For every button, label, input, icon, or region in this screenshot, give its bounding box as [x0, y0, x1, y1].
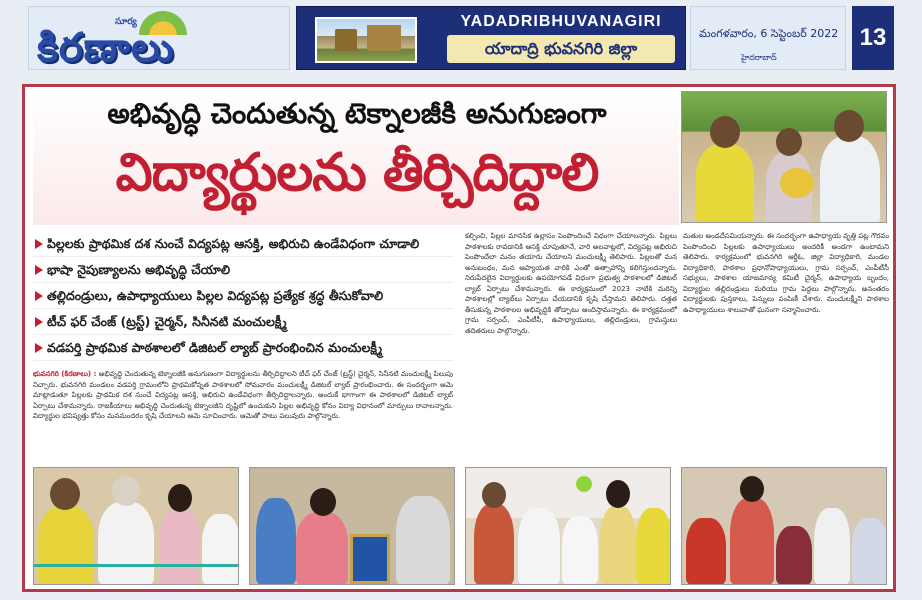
- body-text-left: అభివృద్ధి చెందుతున్న టెక్నాలజీకి అనుగుణంగా విద్యార్థులను తీర్చిదిద్దాలని టీచ్ ఫర్ చేంజ్ (ట్రస్ట్) చైర్మన్, సినీనటి మంచులక్ష్మీ పిలుపు నిచ్చారు. భువనగిరి మండలం వడపర్తి గ్రామంలోని ప్రాథమికోన్నత పాఠశాలలో సోమవారం మంచులక్ష్మీ డిజిటల్ ల్యాబ్ ప్రారంభించారు. ఈ సందర్భంగా ఆమె మాట్లాడుతూ పిల్లలకు ప్రాథమిక దశ నుంచే విద్యపట్ల ఆసక్తి, అభిరుచి ఉండేవిధంగా తీర్చిదిద్దాలన్నారు. అందుకే భాగాంగా ఈ పాఠశాలలో డిజిటల్ ల్యాబ్ ఏర్పాటు చేశామన్నారు. రాజకీయాలు అభివృద్ధి చెందుతున్న టెక్నాలజీని దృష్టిలో ఉంచుకుని పిల్లల అభివృద్ధి కోసం విద్యా విధానంలో మార్పులు రావాలన్నారు. విద్యార్థుల భవిష్యత్తు కోసం మనమందరం కృషి చేయాలని ఆమె సూచించారు. ఆమెతో పాటు పలువురు పాల్గొన్నారు.: [33, 370, 453, 420]
- highlight-point: భాషా నైపుణ్యాలను అభివృద్ధి చేయాలి: [33, 257, 453, 283]
- highlight-point: వడపర్తి ప్రాథమిక పాఠశాలలో డిజిటల్ ల్యాబ్ ప్రారంభించిన మంచులక్ష్మీ: [33, 335, 453, 361]
- masthead-logo: కిరణాలు: [37, 25, 175, 71]
- ribbon-cutting-photo: [33, 467, 239, 585]
- masthead-tag: సూర్య: [115, 17, 137, 27]
- main-headline: విద్యార్థులను తీర్చిదిద్దాలి: [115, 143, 599, 203]
- headline-block: [33, 91, 679, 225]
- city-text: హైదరాబాద్: [741, 53, 777, 62]
- byline: భువనగిరి (కిరణాలు) :: [33, 370, 97, 378]
- top-photo: [681, 91, 887, 223]
- banner-title-te: యాదాద్రి భువనగిరి జిల్లా: [447, 35, 675, 63]
- temple-photo: [315, 17, 417, 63]
- dateline: [690, 6, 846, 70]
- highlight-points: [33, 231, 453, 361]
- digital-lab-photo: [465, 467, 671, 585]
- date-text: మంగళవారం, 6 సెప్టెంబర్ 2022: [699, 27, 839, 40]
- masthead: [28, 6, 290, 70]
- article-body-middle: కల్పించి, పిల్లల మానసిక ఉల్లాసం పెంపొందించే విధంగా చేయాలన్నారు. పిల్లలు పాఠశాలకు రావడానికి ఆసక్తి చూపుతూనే, వారి అలవాట్లలో, విద్యపట్ల అభిరుచి పెంపొందేలా మనం తయారు చేయాలని మంచులక్ష్మీ తెలిపారు. పిల్లలతో మన అనుబంధం, మన ఆప్యాయత వారికి ఎంతో ఉత్సాహాన్ని కలిగిస్తుందన్నారు. నిరుపేదలైన విద్యార్థులకు ఉపయోగపడే విధంగా ప్రభుత్వ పాఠశాలలో డిజిటల్ ల్యాబ్ ఏర్పాటు చేశామన్నారు. ఈ కార్యక్రమంలో 2023 నాటికి మరిన్ని పాఠశాలల్లో ల్యాబ్‌లు ఏర్పాటు చేయడానికి కృషి చేస్తామని తెలిపారు. దత్తత తీసుకున్న పాఠశాలల అభివృద్ధికి తోడ్పాటు అందిస్తామన్నారు. ఈ కార్యక్రమంలో గ్రామ సర్పంచ్, ఎంపీటీసీ, ఉపాధ్యాయులు, తల్లిదండ్రులు, గ్రామస్తులు తదితరులు పాల్గొన్నారు.: [465, 232, 677, 335]
- kicker-headline: అభివృద్ధి చెందుతున్న టెక్నాలజీకి అనుగుణంగా: [107, 97, 607, 130]
- banner-title-en: YADADRIBHUVANAGIRI: [460, 13, 662, 30]
- portrait-photo: [249, 467, 455, 585]
- district-banner: [296, 6, 686, 70]
- article-body-right: మతుల అండదేసమియన్నారు. ఈ సందర్భంగా ఉపాధ్యాయ వృత్తి పట్ల గౌరవం పెంపొందించి పిల్లలకు ఉపాధ్యాయులు అందరికీ అండగా ఉంటామని తెలిపారు. కార్యక్రమంలో భువనగిరి ఆర్డీఓ, జిల్లా విద్యాధికారి, మండల విద్యాధికారి, పాఠశాల ప్రధానోపాధ్యాయులు, గ్రామ సర్పంచ్, ఎంపీటీసీ సభ్యులు, పాఠశాల యాజమాన్య కమిటీ చైర్మన్, ఉపాధ్యాయ బృందం, విద్యార్థుల తల్లిదండ్రులు మరియు గ్రామ పెద్దలు పాల్గొన్నారు. అనంతరం విద్యార్థులకు పుస్తకాలు, పెన్నులు పంపిణీ చేశారు. మంచులక్ష్మీని పాఠశాల ఉపాధ్యాయులు శాలువాతో ఘనంగా సన్మానించారు.: [683, 232, 889, 314]
- article-body-left: [33, 369, 453, 463]
- felicitation-photo: [681, 467, 887, 585]
- highlight-point: టీచ్ ఫర్ చేంజ్ (ట్రస్ట్) చైర్మన్, సినీనటి మంచులక్ష్మీ: [33, 309, 453, 335]
- news-article: [22, 84, 896, 592]
- page-number: 13: [852, 6, 894, 70]
- highlight-point: తల్లిదండ్రులు, ఉపాధ్యాయులు పిల్లల విద్యపట్ల ప్రత్యేక శ్రద్ధ తీసుకోవాలి: [33, 283, 453, 309]
- highlight-point: పిల్లలకు ప్రాథమిక దశ నుంచే విద్యపట్ల ఆసక్తి, అభిరుచి ఉండేవిధంగా చూడాలి: [33, 231, 453, 257]
